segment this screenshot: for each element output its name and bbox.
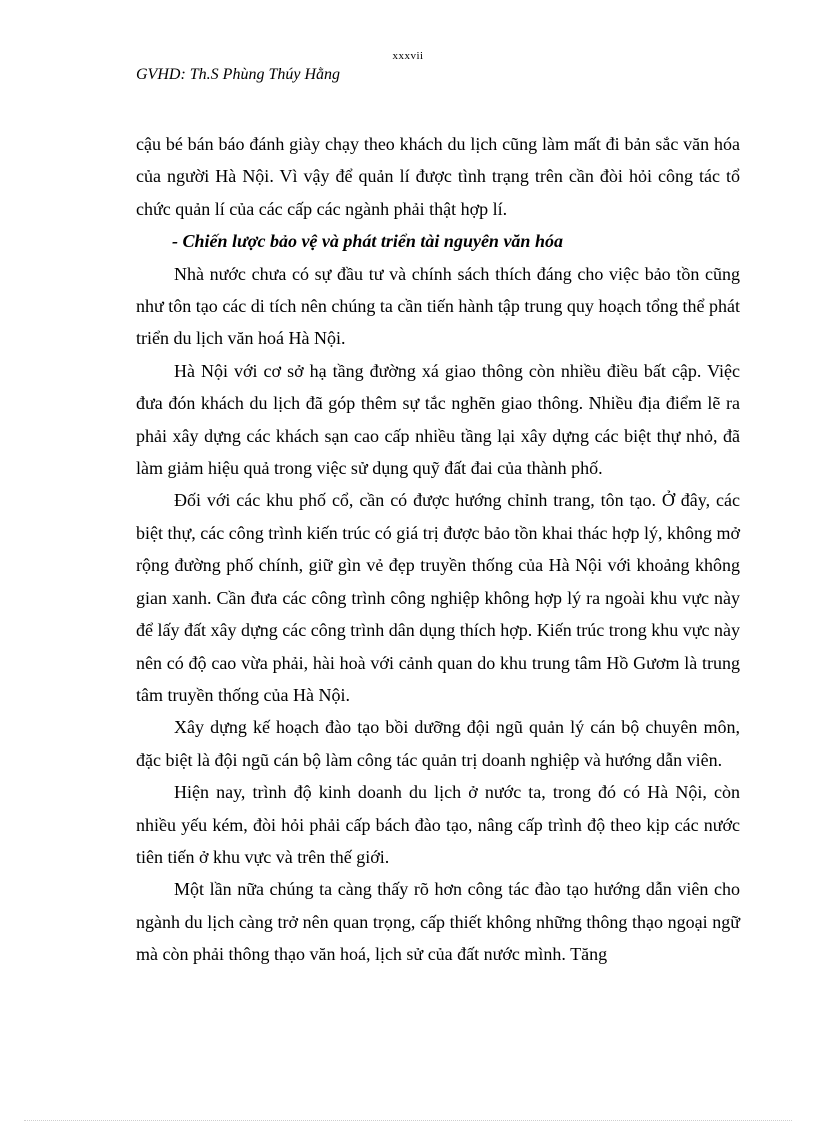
paragraph-5: Xây dựng kế hoạch đào tạo bồi dưỡng đội ngũ quản lý cán bộ chuyên môn, đặc biệt là đội ngũ cán bộ làm công tác quản trị doanh nghiệp và hướng dẫn viên. bbox=[136, 717, 740, 770]
footer-rule bbox=[24, 1120, 792, 1121]
page-number: xxxvii bbox=[392, 50, 424, 62]
document-body bbox=[136, 128, 740, 971]
paragraph-2: Nhà nước chưa có sự đầu tư và chính sách thích đáng cho việc bảo tồn cũng như tôn tạo các di tích nên chúng ta cần tiến hành tập trung quy hoạch tổng thể phát triển du lịch văn hoá Hà Nội. bbox=[136, 263, 740, 349]
paragraph-4: Đối với các khu phố cổ, cần có được hướng chỉnh trang, tôn tạo. Ở đây, các biệt thự, các công trình kiến trúc có giá trị được bảo tồn khai thác hợp lý, không mở rộng đường phố chính, giữ gìn vẻ đẹp truyền thống của Hà Nội với khoảng không gian xanh. Cần đưa các công trình công nghiệp không hợp lý ra ngoài khu vực này để lấy đất xây dựng các công trình dân dụng thích hợp. Kiến trúc trong khu vực này nên có độ cao vừa phải, hài hoà với cảnh quan do khu trung tâm Hồ Gươm là trung tâm truyền thống của Hà Nội. bbox=[136, 490, 740, 705]
paragraph-3: Hà Nội với cơ sở hạ tầng đường xá giao thông còn nhiều điều bất cập. Việc đưa đón khách du lịch đã góp thêm sự tắc nghẽn giao thông. Nhiều địa điểm lẽ ra phải xây dựng các khách sạn cao cấp nhiều tầng lại xây dựng các biệt thự nhỏ, đã làm giảm hiệu quả trong việc sử dụng quỹ đất đai của thành phố. bbox=[136, 360, 740, 479]
paragraph-1: cậu bé bán báo đánh giày chạy theo khách du lịch cũng làm mất đi bản sắc văn hóa của người Hà Nội. Vì vậy để quản lí được tình trạng trên cần đòi hỏi công tác tổ chức quản lí của các cấp các ngành phải thật hợp lí. bbox=[136, 134, 740, 219]
paragraph-6: Hiện nay, trình độ kinh doanh du lịch ở nước ta, trong đó có Hà Nội, còn nhiều yếu kém, đòi hỏi phải cấp bách đào tạo, nâng cấp trình độ theo kịp các nước tiên tiến ở khu vực và trên thế giới. bbox=[136, 782, 740, 867]
running-header-supervisor: GVHD: Th.S Phùng Thúy Hằng bbox=[136, 66, 340, 83]
section-heading: - Chiến lược bảo vệ và phát triển tài nguyên văn hóa bbox=[172, 231, 563, 252]
paragraph-7: Một lần nữa chúng ta càng thấy rõ hơn công tác đào tạo hướng dẫn viên cho ngành du lịch càng trở nên quan trọng, cấp thiết không những thông thạo ngoại ngữ mà còn phải thông thạo văn hoá, lịch sử của đất nước mình. Tăng bbox=[136, 879, 740, 965]
